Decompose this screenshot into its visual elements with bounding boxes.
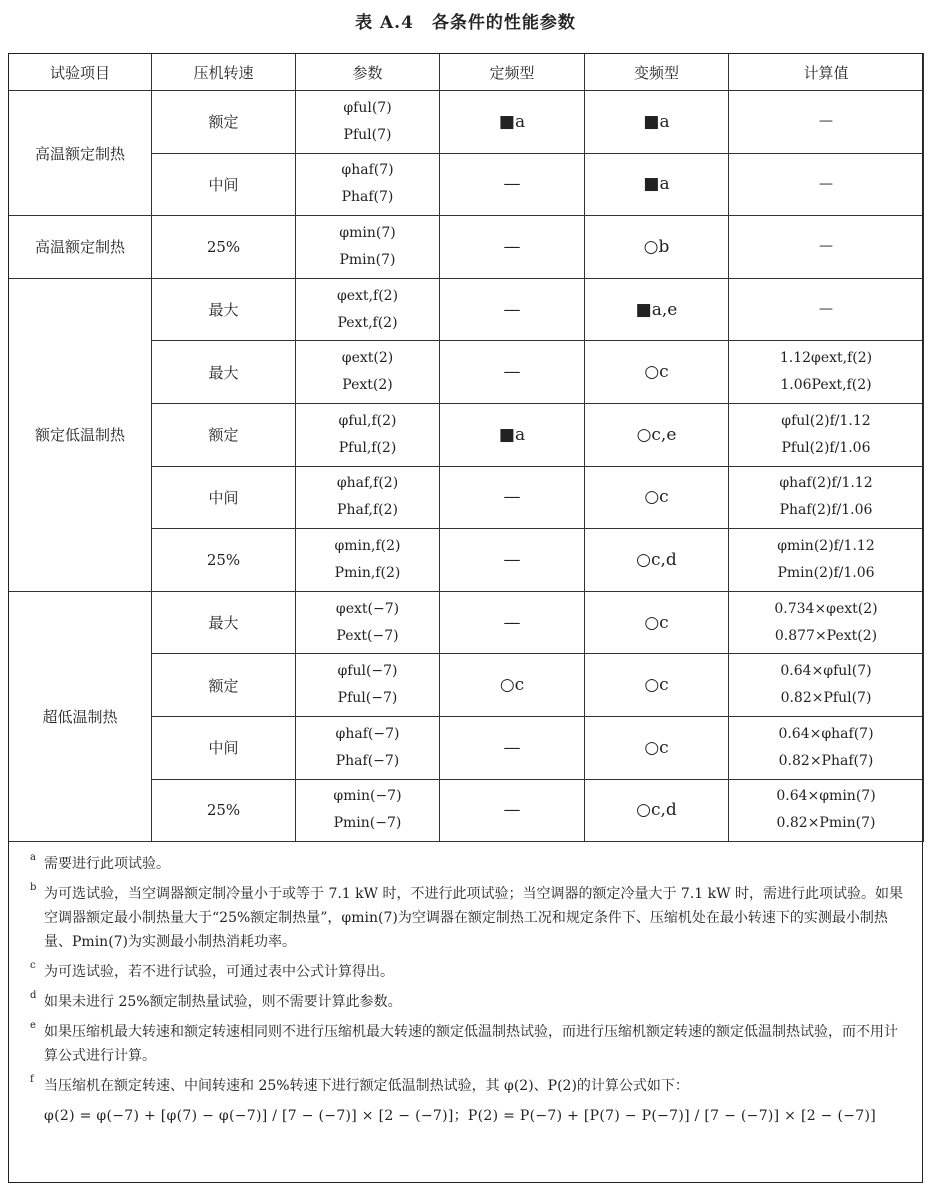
footnote-f: f 当压缩机在额定转速、中间转速和 25%转速下进行额定低温制热试验，其 φ(2)、P(2)的计算公式如下： <box>30 1074 689 1094</box>
fixed-type-cell: — <box>440 278 585 341</box>
calculated-line: 0.64×φmin(7) <box>776 788 876 805</box>
parameter-line: φmin,f(2) <box>334 537 401 554</box>
header-calculated-value: 计算值 <box>729 54 924 91</box>
parameter-line: Pext(2) <box>342 377 393 394</box>
footnote-b: b 为可选试验，当空调器额定制冷量小于或等于 7.1 kW 时，不进行此项试验；当空调器的额定冷量大于 7.1 kW 时，需进行此项试验。如果空调器额定最小制热量大于“25%额定制热量”，φmin(7)为空调器在额定制热工况和规定条件下、压缩机处在最小转速下的实测最小制热量、Pmin(7)为实测最小制热消耗功率。 <box>30 882 903 950</box>
interpolation-formula: φ(2) = φ(−7) + [φ(7) − φ(−7)] / [7 − (−7)] × [2 − (−7)]；P(2) = P(−7) + [P(7) − P(−7)] / [7 − (−7)] × [2 − (−7)] <box>44 1108 876 1124</box>
header-variable-type: 变频型 <box>585 54 729 91</box>
fixed-type-cell: ○c <box>440 654 585 717</box>
variable-type-cell: ○c <box>585 716 729 779</box>
calculated-line: φmin(2)f/1.12 <box>777 537 875 554</box>
calculated-line: Pmin(2)f/1.06 <box>777 564 875 581</box>
footnote-a: a 需要进行此项试验。 <box>30 852 170 872</box>
parameter-line: Phaf,f(2) <box>337 502 398 519</box>
header-compressor-speed: 压机转速 <box>152 54 296 91</box>
variable-type-cell: ○c,d <box>585 529 729 592</box>
parameter-line: Phaf(−7) <box>335 752 400 769</box>
calculated-line: 0.734×φext(2) <box>774 600 878 617</box>
calculated-line: φhaf(2)f/1.12 <box>779 475 873 492</box>
fixed-type-cell: — <box>440 341 585 404</box>
test-item-cell: 额定低温制热 <box>9 278 152 591</box>
speed-cell: 最大 <box>152 278 296 341</box>
parameter-line: φext(−7) <box>335 600 400 617</box>
header-fixed-type: 定频型 <box>440 54 585 91</box>
parameter-line: Pful(−7) <box>337 690 398 707</box>
parameter-line: φmin(7) <box>339 224 396 241</box>
parameter-line: φhaf,f(2) <box>336 475 399 492</box>
speed-cell: 额定 <box>152 91 296 154</box>
page-frame <box>8 53 923 1183</box>
calculated-line: 0.64×φful(7) <box>780 663 872 680</box>
parameter-line: φhaf(−7) <box>335 725 400 742</box>
variable-type-cell: ○c,e <box>585 403 729 466</box>
speed-cell: 最大 <box>152 341 296 404</box>
test-item-cell: 高温额定制热 <box>9 216 152 279</box>
calculated-line: 1.12φext,f(2) <box>779 350 873 367</box>
calculated-line: 0.877×Pext(2) <box>774 627 878 644</box>
calculated-line: Pful(2)f/1.06 <box>781 439 871 456</box>
parameter-line: Pext,f(2) <box>337 314 398 331</box>
variable-type-cell: ■a <box>585 153 729 216</box>
fixed-type-cell: — <box>440 216 585 279</box>
speed-cell: 中间 <box>152 466 296 529</box>
variable-type-cell: ■a,e <box>585 278 729 341</box>
fixed-type-cell: — <box>440 466 585 529</box>
parameter-line: φext(2) <box>341 350 394 367</box>
calculated-line: Phaf(2)f/1.06 <box>779 502 873 519</box>
test-item-cell: 高温额定制热 <box>9 91 152 216</box>
parameter-line: Pext(−7) <box>336 627 399 644</box>
speed-cell: 25% <box>152 529 296 592</box>
variable-type-cell: ○c <box>585 654 729 717</box>
fixed-type-cell: — <box>440 529 585 592</box>
calculated-line: — <box>819 301 833 318</box>
speed-cell: 中间 <box>152 153 296 216</box>
header-test-item: 试验项目 <box>9 54 152 91</box>
calculated-line: — <box>819 238 833 255</box>
parameter-line: Phaf(7) <box>341 189 394 206</box>
fixed-type-cell: — <box>440 153 585 216</box>
parameter-line: Pmin(−7) <box>333 815 402 832</box>
footnote-d: d 如果未进行 25%额定制热量试验，则不需要计算此参数。 <box>30 990 402 1010</box>
fixed-type-cell: — <box>440 779 585 842</box>
parameter-line: φful(−7) <box>337 663 398 680</box>
variable-type-cell: ○c <box>585 591 729 654</box>
fixed-type-cell: — <box>440 591 585 654</box>
variable-type-cell: ○c <box>585 466 729 529</box>
footnote-c: c 为可选试验，若不进行试验，可通过表中公式计算得出。 <box>30 960 394 980</box>
parameter-line: Pful,f(2) <box>338 439 397 456</box>
variable-type-cell: ○c,d <box>585 779 729 842</box>
parameter-line: Pmin(7) <box>339 251 396 268</box>
calculated-line: 0.82×Pmin(7) <box>776 815 876 832</box>
variable-type-cell: ○b <box>585 216 729 279</box>
fixed-type-cell: — <box>440 716 585 779</box>
calculated-line: 0.64×φhaf(7) <box>778 725 874 742</box>
speed-cell: 25% <box>152 216 296 279</box>
speed-cell: 25% <box>152 779 296 842</box>
parameter-line: φhaf(7) <box>341 162 394 179</box>
fixed-type-cell: ■a <box>440 91 585 154</box>
footnote-e: e 如果压缩机最大转速和额定转速相同则不进行压缩机最大转速的额定低温制热试验，而进行压缩机额定转速的额定低温制热试验，而不用计算公式进行计算。 <box>30 1020 898 1064</box>
variable-type-cell: ■a <box>585 91 729 154</box>
parameter-line: φmin(−7) <box>333 788 402 805</box>
speed-cell: 最大 <box>152 591 296 654</box>
table-title: 表 A.4 各条件的性能参数 <box>355 13 576 33</box>
parameter-line: φful(7) <box>343 99 392 116</box>
speed-cell: 额定 <box>152 403 296 466</box>
parameter-line: Pful(7) <box>343 126 392 143</box>
test-item-cell: 超低温制热 <box>9 591 152 841</box>
header-parameter: 参数 <box>296 54 440 91</box>
calculated-line: — <box>819 175 833 192</box>
calculated-line: 0.82×Pful(7) <box>780 690 872 707</box>
speed-cell: 额定 <box>152 654 296 717</box>
speed-cell: 中间 <box>152 716 296 779</box>
parameter-line: φful,f(2) <box>338 412 397 429</box>
parameter-line: Pmin,f(2) <box>334 564 401 581</box>
variable-type-cell: ○c <box>585 341 729 404</box>
calculated-line: 0.82×Phaf(7) <box>778 752 874 769</box>
parameter-line: φext,f(2) <box>336 287 399 304</box>
calculated-line: — <box>819 113 833 130</box>
fixed-type-cell: ■a <box>440 403 585 466</box>
calculated-line: 1.06Pext,f(2) <box>780 377 872 394</box>
calculated-line: φful(2)f/1.12 <box>781 412 871 429</box>
